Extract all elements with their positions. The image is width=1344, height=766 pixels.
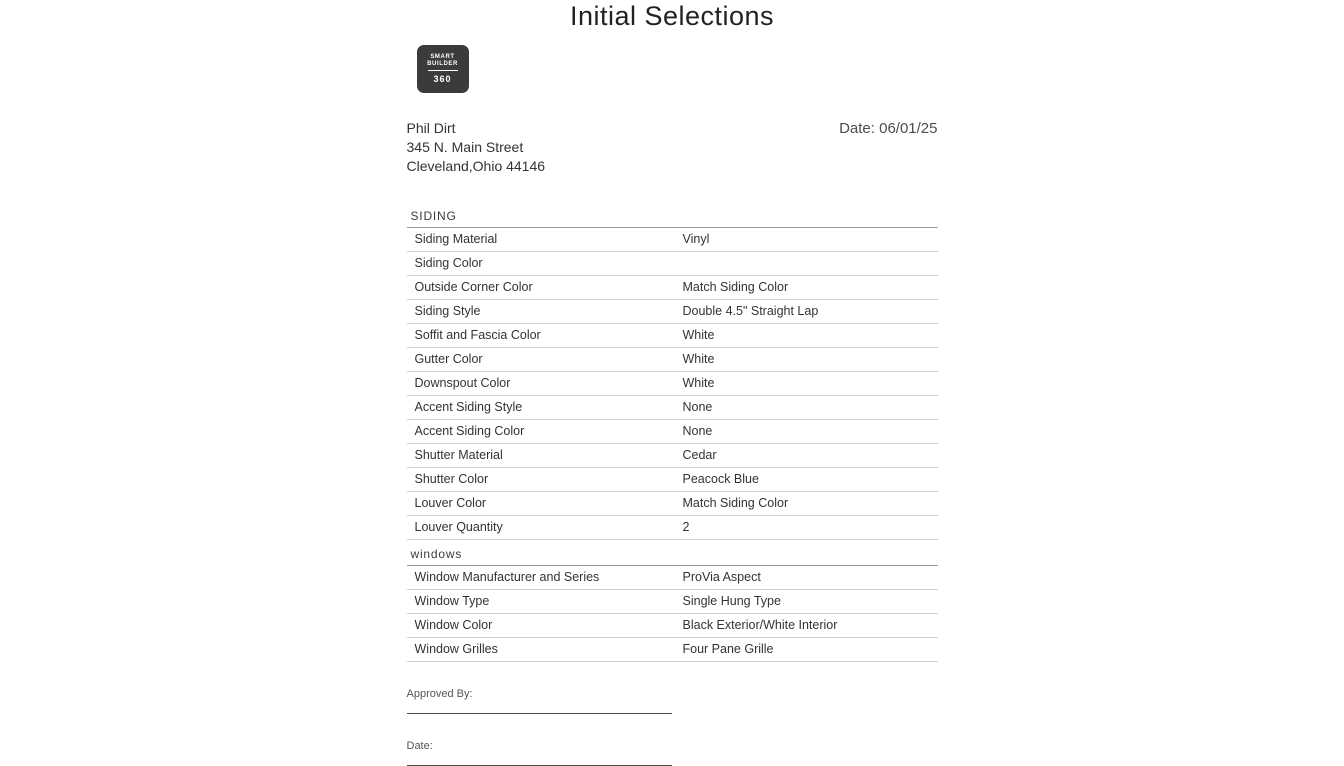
spec-row [407,252,938,276]
spec-value: Single Hung Type [682,594,781,608]
customer-info-bar [407,119,938,176]
spec-row [407,276,938,300]
spec-value: None [682,424,713,438]
footer-date-block [407,740,938,766]
spec-value: Peacock Blue [682,472,759,486]
document-date: Date: 06/01/25 [839,120,938,137]
spec-row [407,468,938,492]
logo-text-builder: BUILDER [427,60,458,67]
spec-label: Downspout Color [414,376,511,390]
section-heading: windows [407,545,938,566]
spec-row [407,590,938,614]
logo-text-smart: SMART [430,53,455,60]
spec-value: Vinyl [682,232,710,246]
footer-date-label: Date: [406,740,433,752]
spec-value: White [682,352,715,366]
approved-by-signature-line [407,713,672,714]
spec-label: Window Color [414,618,493,632]
spec-label: Soffit and Fascia Color [414,328,541,342]
spec-label: Siding Color [414,256,483,270]
spec-label: Siding Material [414,232,498,246]
spec-row [407,638,938,662]
spec-row [407,300,938,324]
spec-value: White [682,376,715,390]
spec-label: Louver Color [414,496,487,510]
spec-row [407,614,938,638]
spec-row [407,420,938,444]
spec-row [407,492,938,516]
spec-value: 2 [682,520,690,534]
spec-label: Accent Siding Style [414,400,523,414]
spec-value: Match Siding Color [682,496,789,510]
spec-label: Window Type [414,594,490,608]
spec-row [407,228,938,252]
customer-street: 345 N. Main Street [406,139,524,155]
spec-value: Four Pane Grille [682,642,774,656]
document-body [407,45,938,766]
spec-row [407,348,938,372]
spec-row [407,444,938,468]
customer-city-state-zip: Cleveland,Ohio 44146 [406,158,546,174]
spec-row [407,396,938,420]
spec-row [407,516,938,540]
spec-label: Window Grilles [414,642,498,656]
customer-name: Phil Dirt [406,120,456,136]
spec-value: Double 4.5" Straight Lap [682,304,819,318]
spec-label: Louver Quantity [414,520,503,534]
spec-label: Outside Corner Color [414,280,533,294]
spec-row [407,566,938,590]
smart-builder-360-logo [417,45,469,93]
approved-by-label: Approved By: [406,688,473,700]
spec-value: Black Exterior/White Interior [682,618,838,632]
page-title: Initial Selections [569,1,775,31]
spec-label: Shutter Material [414,448,503,462]
approved-by-block [407,688,938,714]
spec-label: Gutter Color [414,352,483,366]
selection-sections [407,207,938,662]
signature-footer [407,688,938,766]
section-heading: SIDING [407,207,938,228]
spec-row [407,372,938,396]
spec-label: Shutter Color [414,472,489,486]
spec-value: White [682,328,715,342]
spec-label: Siding Style [414,304,481,318]
spec-row [407,324,938,348]
spec-value: ProVia Aspect [682,570,761,584]
spec-label: Accent Siding Color [414,424,525,438]
spec-label: Window Manufacturer and Series [414,570,600,584]
spec-value: Cedar [682,448,717,462]
spec-value: None [682,400,713,414]
spec-value: Match Siding Color [682,280,789,294]
logo-text-360: 360 [433,73,452,84]
logo-divider [428,70,458,71]
